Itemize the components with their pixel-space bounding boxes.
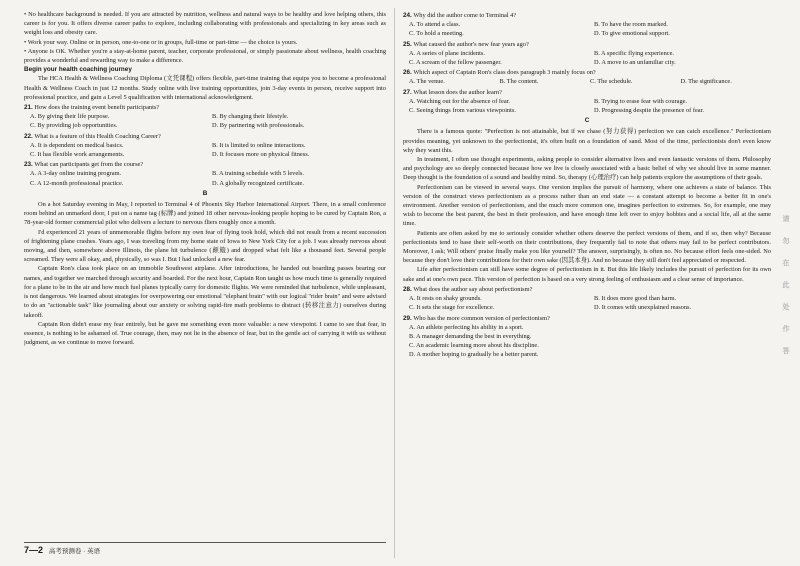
- answer-option[interactable]: A. To attend a class.: [409, 21, 461, 29]
- paragraph: In treatment, I often use thought experiments, asking people to consider alternative lives and even fantastic versions of them. Philosophy and psychology are so deeply connected because how we live is closely associated with a basic belief of why we should live in some manner. Deep thought is the foundation of a sound and healthy mind. So, therapy (心理治疗) can help patients explore the assumptions of their goals.: [403, 156, 771, 182]
- answer-option[interactable]: A. It rests on shaky grounds.: [409, 295, 482, 303]
- answer-option[interactable]: D. It focuses more on physical fitness.: [212, 151, 310, 159]
- paragraph: The HCA Health & Wellness Coaching Diploma (文凭课程) offers flexible, part-time training that equips you to become a professional Health & Wellness Coach in just 12 months. Study online with live training opportunities, join 3-day events in person, receive support into professional practice, and gain a Level 5 qualification with international acknowledgment.: [24, 75, 386, 101]
- answer-option[interactable]: D. To give emotional support.: [594, 30, 670, 38]
- question-stem: Who has the more common version of perfectionism?: [413, 314, 550, 322]
- answer-option[interactable]: C. By providing job opportunities.: [30, 122, 118, 130]
- answer-option[interactable]: B. It is limited to online interactions.: [212, 141, 306, 149]
- question-number: 23.: [24, 161, 33, 169]
- answer-option[interactable]: A. The venue.: [409, 78, 445, 86]
- answer-option[interactable]: A. By giving their life purpose.: [30, 113, 110, 121]
- answer-option[interactable]: D. A move to an unfamiliar city.: [594, 59, 676, 67]
- question-24: [403, 11, 771, 39]
- paragraph: There is a famous quote: "Perfection is not attainable, but if we chase (努力获得) perfection we can catch excellence." Perfectionism provides meaning, yet unknown to the perfectionist, it's often built on a foundation of sand. Most of the time, perfectionists don't even know why they want this.: [403, 128, 771, 154]
- margin-warning-text: 请勿在此处作答: [782, 215, 790, 355]
- answer-option[interactable]: D. Progressing despite the presence of fear.: [594, 107, 704, 115]
- answer-option[interactable]: A. A 3-day online training program.: [30, 170, 122, 178]
- answer-option[interactable]: D. A mother hoping to gradually be a better parent.: [409, 351, 539, 359]
- answer-option[interactable]: C. To hold a meeting.: [409, 30, 464, 38]
- question-stem: What is a feature of this Health Coaching Career?: [34, 132, 161, 140]
- question-stem: What can participants get from the course?: [34, 161, 144, 169]
- paragraph: Captain Ron's class took place on an immobile Southwest airplane. After introductions, he handed out boarding passes bearing our names, and together we marched through security and boarded. For the next hour, Captain Ron taught us how much time is generally required for a plane to be in the air and how much fuel planes typically carry for domestic flights. We were reminded that turbulence, while unpleasant, is not dangerous. We learned about strategies for overpowering our emotional "elephant brain" with our logical "rider brain" and were advised to do an "actionable task" like journaling about our anxiety or solving rapid-fire math problems to distract (转移注意力) ourselves during takeoff.: [24, 265, 386, 319]
- question-26: [403, 68, 771, 86]
- question-29: [403, 314, 771, 360]
- answer-option[interactable]: D. The significance.: [680, 78, 732, 86]
- question-stem: Which aspect of Captain Ron's class does paragraph 3 mainly focus on?: [413, 69, 596, 77]
- answer-option[interactable]: D. A globally recognized certificate.: [212, 179, 304, 187]
- answer-option[interactable]: B. A training schedule with 5 levels.: [212, 170, 304, 178]
- answer-option[interactable]: B. The content.: [499, 78, 539, 86]
- answer-option[interactable]: B. To have the room marked.: [594, 21, 668, 29]
- question-number: 28.: [403, 285, 412, 293]
- answer-option[interactable]: C. It has flexible work arrangements.: [30, 151, 125, 159]
- question-stem: How does the training event benefit participants?: [34, 104, 160, 112]
- left-column: [24, 10, 386, 532]
- answer-option[interactable]: C. A scream of the fellow passenger.: [409, 59, 502, 67]
- answer-option[interactable]: C. The schedule.: [590, 78, 633, 86]
- paragraph: Captain Ron didn't erase my fear entirely, but he gave me something even more valuable: a new viewpoint. I came to see that fear, in essence, is nothing to be ashamed of. True courage, then, may not lie in the absence of fear, but in the gentle act of carrying it with us without judgment, as we continue to move forward.: [24, 320, 386, 347]
- section-letter-b: B: [202, 189, 208, 197]
- question-27: [403, 88, 771, 116]
- paragraph: I'd experienced 21 years of unmemorable flights before my own fear of flying took hold, which did not result from a recent succession of frightening plane crashes. Years ago, I was traveling from my home state of Iowa to New York City for a job. I was already nervous about moving, and then, somewhere above Illinois, the plane hit turbulence (颠簸) and dropped what felt like a thousand feet. Several people screamed. They were all okay, and, physically, so was I. But I had unlocked a new fear.: [24, 228, 386, 264]
- answer-option[interactable]: C. It sets the stage for excellence.: [409, 304, 495, 312]
- question-number: 29.: [403, 314, 412, 322]
- question-21: [24, 103, 386, 131]
- question-23: [24, 160, 386, 188]
- answer-option[interactable]: C. An academic learning more about his discipline.: [409, 342, 539, 350]
- paragraph: Patients are often asked by me to seriously consider whether others deserve the perfect versions of them, and if so, then why? Because perfectionists tend to base their self-worth on their contributions, they frequently fail to note that others may fail to be perfect contributors. Moreover, I ask; Will others' praise finally make you like yourself? The answer, surprisingly, is often no. No because effort feels one-sided. No because they don't love their contributions for their own sake (因其本身). And no because they still don't feel appreciated or respected.: [403, 229, 771, 265]
- answer-option[interactable]: A. A series of plane incidents.: [409, 49, 485, 57]
- answer-option[interactable]: A. Watching out for the absence of fear.: [409, 97, 511, 105]
- answer-option[interactable]: B. A manager demanding the best in everything.: [409, 332, 532, 340]
- answer-option[interactable]: D. It comes with unexplained reasons.: [594, 304, 692, 312]
- question-number: 21.: [24, 104, 33, 112]
- answer-option[interactable]: C. A 12-month professional practice.: [30, 179, 124, 187]
- page-number: 7—2: [24, 545, 44, 555]
- question-number: 25.: [403, 40, 412, 48]
- paragraph: Perfectionism can be viewed in several ways. One version implies the pursuit of harmony, where one achieves a state of balance. This version of the construct views perfectionism as a process rather than an end state — a constant attempt to become a better fit in one's environment. Another version of perfectionism, and the much more common one, imagines perfection to extremes. So, for example, one may wish to become the best parent, the best in their profession, and have enough time left over to enjoy hobbies and a social life, all at the same time.: [403, 183, 771, 228]
- question-22: [24, 132, 386, 160]
- answer-option[interactable]: A. It is dependent on medical basics.: [30, 141, 124, 149]
- intro-bullet: • No healthcare background is needed. If you are attracted by nutrition, wellness and natural ways to be healthy and love helping others, this career is for you. It offers diverse career paths to explore, including collaborating with professionals and specializing in key areas such as weight loss and obesity care.: [24, 10, 386, 38]
- answer-option[interactable]: A. An athlete perfecting his ability in a sport.: [409, 323, 524, 331]
- question-number: 24.: [403, 12, 412, 19]
- answer-option[interactable]: B. Trying to erase fear with courage.: [594, 97, 688, 105]
- answer-option[interactable]: C. Seeing things from various viewpoints.: [409, 107, 516, 115]
- paragraph: On a hot Saturday evening in May, I reported to Terminal 4 of Phoenix Sky Harbor International Airport. There, in a small conference room behind an unmarked door, I put on a name tag (标牌) and joined 18 other nervous-looking people hoping to be cured by Captain Ron, a 78-year-old former commercial pilot who delivers a lecture to nervous fliers roughly once a month.: [24, 201, 386, 227]
- answer-option[interactable]: B. A specific flying experience.: [594, 49, 674, 57]
- answer-option[interactable]: D. By partnering with professionals.: [212, 122, 305, 130]
- column-divider: [394, 8, 395, 558]
- right-column: [403, 10, 771, 556]
- intro-bullet: • Work your way. Online or in person, one-to-one or in groups, full-time or part-time — the choice is yours.: [24, 38, 386, 47]
- question-stem: Why did the author come to Terminal 4?: [413, 12, 517, 19]
- answer-option[interactable]: B. By changing their lifestyle.: [212, 113, 289, 121]
- question-stem: What does the author say about perfectionism?: [413, 285, 533, 293]
- question-number: 22.: [24, 132, 33, 140]
- section-letter-c: C: [584, 117, 590, 125]
- question-25: [403, 40, 771, 68]
- question-number: 26.: [403, 69, 412, 77]
- page-footer: [24, 542, 386, 557]
- section-heading: Begin your health coaching journey: [24, 66, 132, 74]
- intro-bullet: • Anyone is OK. Whether you're a stay-at-home parent, teacher, corporate professional, or simply passionate about wellness, health coaching provides a wonderful and rewarding way to make a difference.: [24, 47, 386, 65]
- question-stem: What lesson does the author learn?: [413, 88, 502, 96]
- question-stem: What caused the author's new fear years ago?: [413, 40, 529, 48]
- question-number: 27.: [403, 88, 412, 96]
- footer-label: 高考预测卷 · 英语: [48, 548, 101, 555]
- answer-option[interactable]: B. It does more good than harm.: [594, 295, 677, 303]
- paragraph: Life after perfectionism can still have some degree of perfectionism in it. But this life likely includes the pursuit of perfection for its own sake and at one's own pace. This version of perfection is based on a very strong feeling of enthusiasm and a clear sense of importance.: [403, 266, 771, 283]
- question-28: [403, 285, 771, 313]
